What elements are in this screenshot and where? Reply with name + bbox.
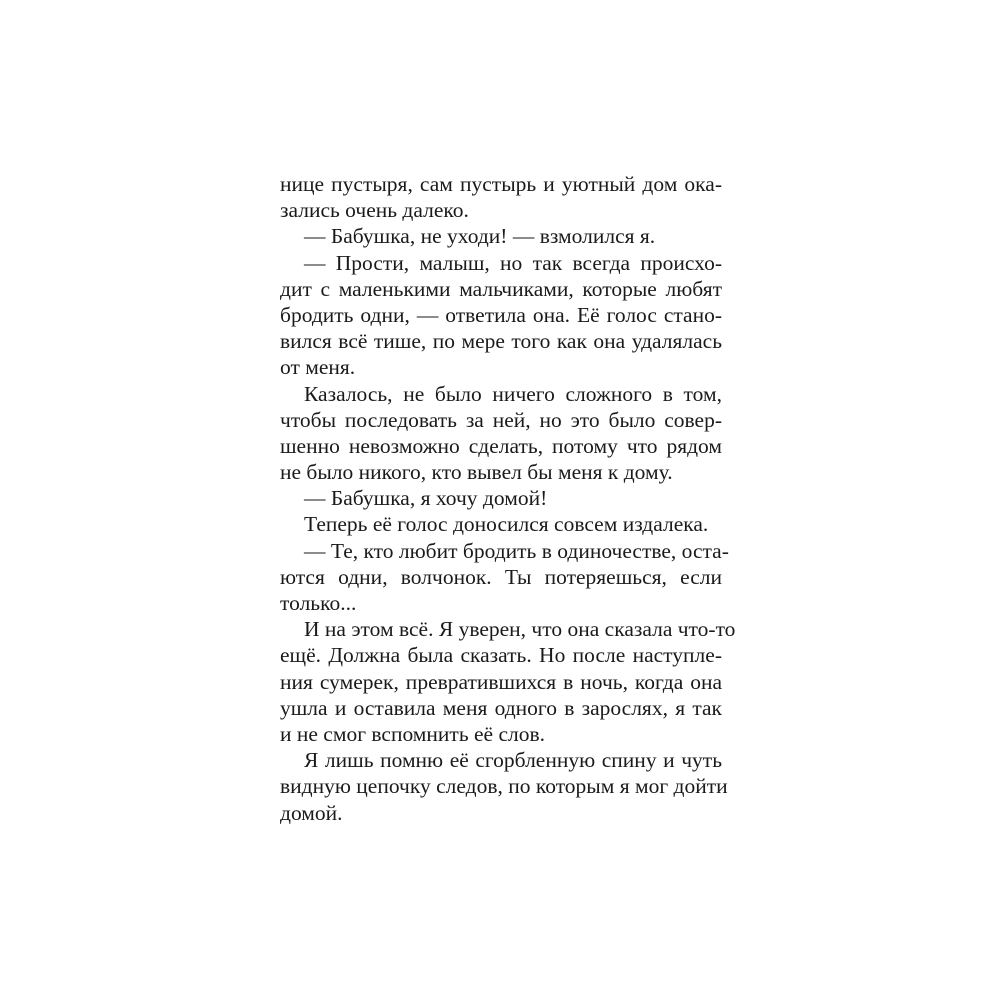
- text-line: и не смог вспомнить её слов.: [280, 721, 546, 746]
- text-line: от меня.: [280, 355, 356, 380]
- text-line: Теперь её голос доносился совсем издалека.: [304, 512, 709, 537]
- text-line: только...: [280, 591, 357, 615]
- text-line: И на этом всё. Я уверен, что она сказала что-то: [304, 617, 736, 642]
- text-line: ещё. Должна была сказать. Но после наступле-: [280, 643, 722, 668]
- text-line: нице пустыря, сам пустырь и уютный дом ока-: [280, 172, 722, 196]
- text-line: — Те, кто любит бродить в одиночестве, оста-: [304, 538, 729, 563]
- text-line: Я лишь помню её сгорбленную спину и чуть: [304, 748, 722, 773]
- text-line: зались очень далеко.: [280, 198, 469, 223]
- text-line: дит с маленькими мальчиками, которые любят: [280, 276, 722, 301]
- text-line: домой.: [280, 800, 343, 825]
- text-line: чтобы последовать за ней, но это было совер-: [280, 407, 722, 432]
- text-line: ния сумерек, превратившихся в ночь, когда она: [280, 669, 722, 694]
- text-line: видную цепочку следов, по которым я мог дойти: [280, 774, 728, 799]
- text-line: — Прости, малыш, но так всегда происхо-: [304, 250, 722, 275]
- text-line: — Бабушка, я хочу домой!: [304, 486, 548, 511]
- text-line: вился всё тише, по мере того как она удалялась: [280, 329, 722, 354]
- body-text: [280, 171, 736, 826]
- text-line: — Бабушка, не уходи! — взмолился я.: [304, 224, 656, 249]
- text-line: не было никого, кто вывел бы меня к дому.: [280, 460, 673, 485]
- text-line: Казалось, не было ничего сложного в том,: [304, 381, 722, 406]
- text-line: ушла и оставила меня одного в зарослях, я так: [280, 695, 722, 720]
- text-line: шенно невозможно сделать, потому что рядом: [280, 433, 722, 458]
- text-line: ются одни, волчонок. Ты потеряешься, если: [280, 564, 722, 589]
- text-line: бродить одни, — ответила она. Её голос стано-: [280, 302, 722, 327]
